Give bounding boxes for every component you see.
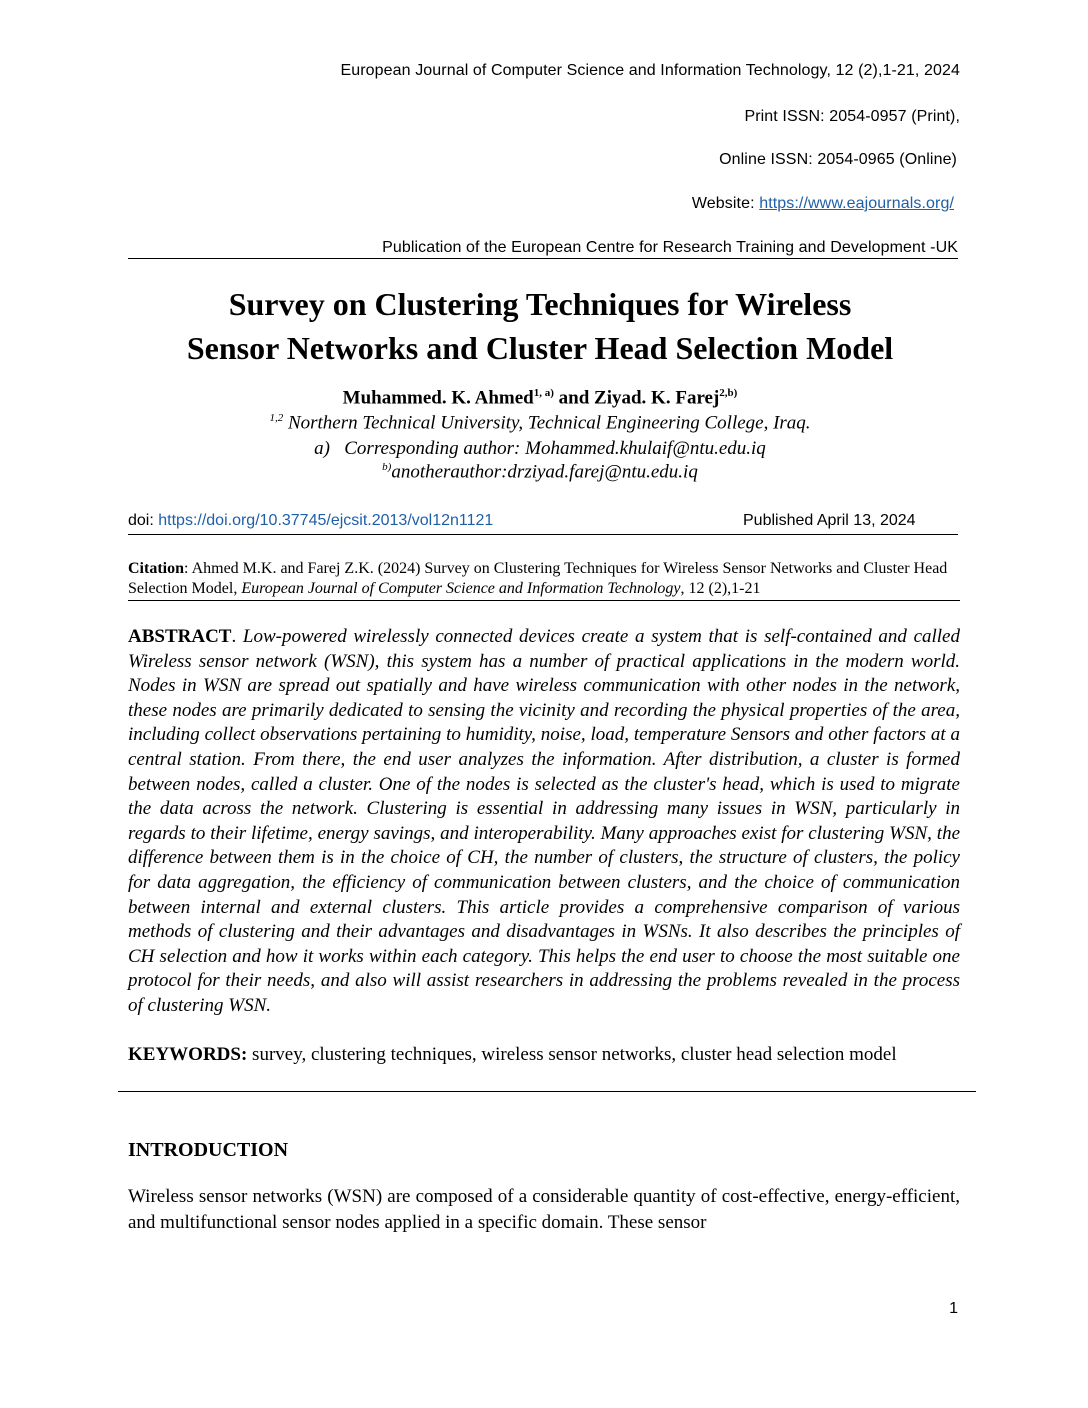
keywords-label: KEYWORDS:: [128, 1044, 248, 1065]
website-link[interactable]: https://www.eajournals.org/: [759, 195, 954, 212]
citation: Citation: Ahmed M.K. and Farej Z.K. (2024) Survey on Clustering Techniques for Wireless Sensor Networks and Cluster Head Selection Model, European Journal of Computer Science and Information Technology, 12 (2),1-21: [128, 560, 948, 597]
doi-link[interactable]: https://doi.org/10.37745/ejcsit.2013/vol12n1121: [158, 512, 494, 529]
page-number: 1: [949, 1300, 958, 1317]
authors: Muhammed. K. Ahmed$^{1, a)}$ and Ziyad. K. Farej$^{2,b)}$: [342, 387, 738, 409]
doi-rule: [128, 534, 958, 535]
introduction-heading: INTRODUCTION: [128, 1139, 289, 1161]
title-line-2: Sensor Networks and Cluster Head Selection Model: [186, 330, 894, 366]
introduction-paragraph: Wireless sensor networks (WSN) are composed of a considerable quantity of cost-effective, energy-efficient, and multifunctional sensor nodes applied in a specific domain. These sensor: [128, 1186, 960, 1233]
keywords-rule: [118, 1091, 976, 1092]
doi-line: [128, 512, 493, 530]
citation-rule: [128, 600, 960, 601]
paper-title: [100, 282, 980, 370]
print-issn: Print ISSN: 2054-0957 (Print),: [744, 108, 960, 125]
author-1: Muhammed. K. Ahmed: [342, 387, 534, 409]
online-issn: Online ISSN: 2054-0965 (Online): [719, 151, 957, 168]
citation-journal: European Journal of Computer Science and Information Technology: [241, 580, 681, 597]
another-author: $^{b)}$anotherauthor:drziyad.farej@ntu.edu.iq: [382, 461, 698, 483]
abstract: ABSTRACT. Low-powered wirelessly connected devices create a system that is self-contained and called Wireless sensor network (WSN), this system has a number of practical applications in the modern world. Nodes in WSN are spread out spatially and have wireless communication with other nodes in the network, these nodes are primarily dedicated to sensing the vicinity and recording the physical properties of the area, including collect observations pertaining to humidity, noise, load, temperature Sensors and other factors at a central station. From there, the end user analyzes the information. After distribution, a cluster is formed between nodes, called a cluster. One of the nodes is selected as the cluster's head, which is used to migrate the data across the network. Clustering is essential in addressing many issues in WSN, particularly in regards to their lifetime, energy savings, and interoperability. Many approaches exist for clustering WSN, the difference between them is in the choice of CH, the number of clusters, the structure of clusters, the policy for data aggregation, the efficiency of communication between clusters, and the choice of communication between internal and external clusters. This article provides a comprehensive comparison of various methods of clustering and their advantages and disadvantages in WSNs. It also describes the principles of CH selection and how it works within each category. This helps the end user to choose the most suitable one protocol for their needs, and also will assist researchers in addressing the problems revealed in the process of clustering WSN.: [128, 626, 960, 1016]
header-rule: [128, 258, 958, 259]
citation-label: Citation: [128, 560, 184, 577]
corresponding-author: a) Corresponding author: Mohammed.khulaif@ntu.edu.iq: [314, 438, 766, 459]
keywords: [128, 1043, 948, 1067]
journal-line: European Journal of Computer Science and Information Technology, 12 (2),1-21, 2024: [340, 62, 960, 79]
published-date: Published April 13, 2024: [743, 512, 916, 529]
publisher-line: Publication of the European Centre for Research Training and Development -UK: [382, 239, 958, 256]
website-label: Website:: [691, 195, 760, 212]
affiliation: $^{1,2}$ Northern Technical University, Technical Engineering College, Iraq.: [269, 412, 811, 434]
doi-label: doi:: [128, 512, 159, 529]
abstract-text: Low-powered wirelessly connected devices create a system that is self-contained and called Wireless sensor network (WSN), this system has a number of practical applications in the modern world. Nodes in WSN are spread out spatially and have wireless communication with other nodes in the network, these nodes are primarily dedicated to sensing the vicinity and recording the physical properties of the area, including collect observations pertaining to humidity, noise, load, temperature Sensors and other factors at a central station. From there, the end user analyzes the information. After distribution, a cluster is formed between nodes, called a cluster. One of the nodes is selected as the cluster's head, which is used to migrate the data across the network. Clustering is essential in addressing many issues in WSN, particularly in regards to their lifetime, energy savings, and interoperability. Many approaches exist for clustering WSN, the difference between them is in the choice of CH, the number of clusters, the structure of clusters, the policy for data aggregation, the efficiency of communication between clusters, and the choice of communication between internal and external clusters. This article provides a comprehensive comparison of various methods of clustering and their advantages and disadvantages in WSNs. It also describes the principles of CH selection and how it works within each category. This helps the end user to choose the most suitable one protocol for their needs, and also will assist researchers in addressing the problems revealed in the process of clustering WSN.: [128, 626, 960, 1016]
website-line: [692, 195, 954, 213]
title-line-1: Survey on Clustering Techniques for Wireless: [228, 286, 852, 322]
author-2: and Ziyad. K. Farej: [553, 387, 720, 409]
keywords-text: survey, clustering techniques, wireless sensor networks, cluster head selection model: [247, 1044, 897, 1065]
abstract-label: ABSTRACT: [128, 626, 232, 647]
